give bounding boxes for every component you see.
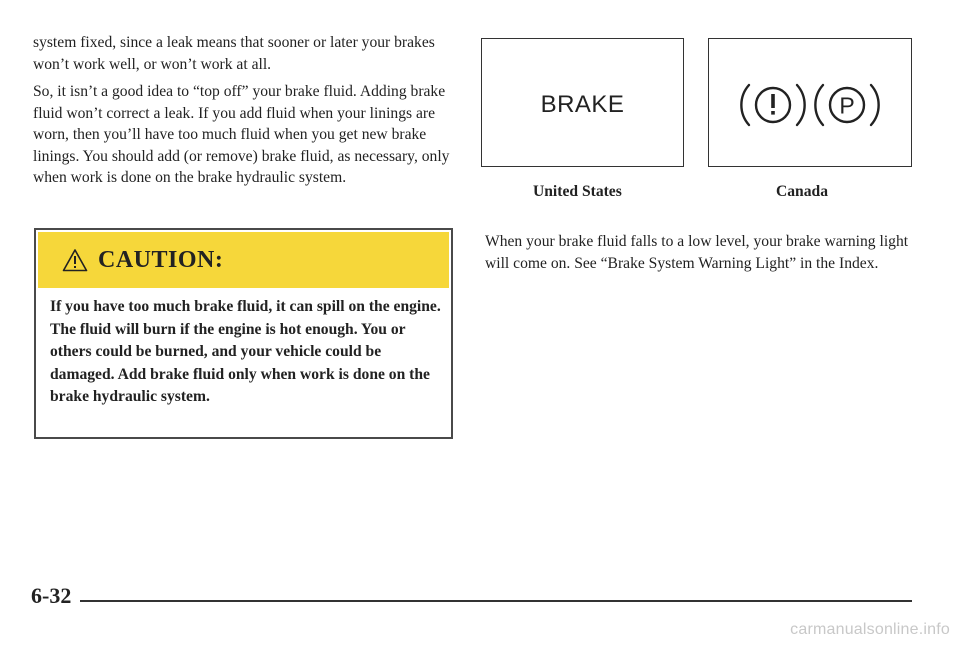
- paragraph-warning-light: When your brake fluid falls to a low level, your brake warning light will come on. See “Brake System Warning Light” in the Index.: [485, 233, 909, 272]
- brake-lamp-united-states: [481, 38, 684, 167]
- caution-banner: [38, 232, 449, 288]
- warning-triangle-icon: [62, 248, 88, 272]
- page-number: 6-32: [31, 583, 72, 608]
- caution-box: [34, 228, 453, 439]
- svg-text:P: P: [839, 92, 855, 118]
- caution-text: If you have too much brake fluid, it can spill on the engine. The fluid will burn if the engine is hot enough. You or others could be burned, and your vehicle could be damaged. Add brake fluid only when work is done on the brake hydraulic system.: [50, 298, 441, 405]
- footer-rule: [80, 600, 912, 602]
- paragraph-top-off: So, it isn’t a good idea to “top off” your brake fluid. Adding brake fluid won’t correct a leak. If you add fluid when your linings are worn, then you’ll have too much fluid when you get new brake linings. You should add (or remove) brake fluid, as necessary, only when work is done on the brake hydraulic system.: [33, 83, 450, 186]
- paragraph-leak: system fixed, since a leak means that sooner or later your brakes won’t work well, or won’t work at all.: [33, 34, 435, 73]
- caption-united-states: United States: [533, 183, 622, 200]
- watermark: carmanualsonline.info: [790, 621, 950, 638]
- brake-warning-symbol-icon: [735, 75, 885, 135]
- caution-title: CAUTION:: [98, 246, 224, 273]
- brake-lamp-canada: [708, 38, 912, 167]
- caption-canada: Canada: [776, 183, 828, 200]
- brake-lamp-word: BRAKE: [540, 90, 625, 118]
